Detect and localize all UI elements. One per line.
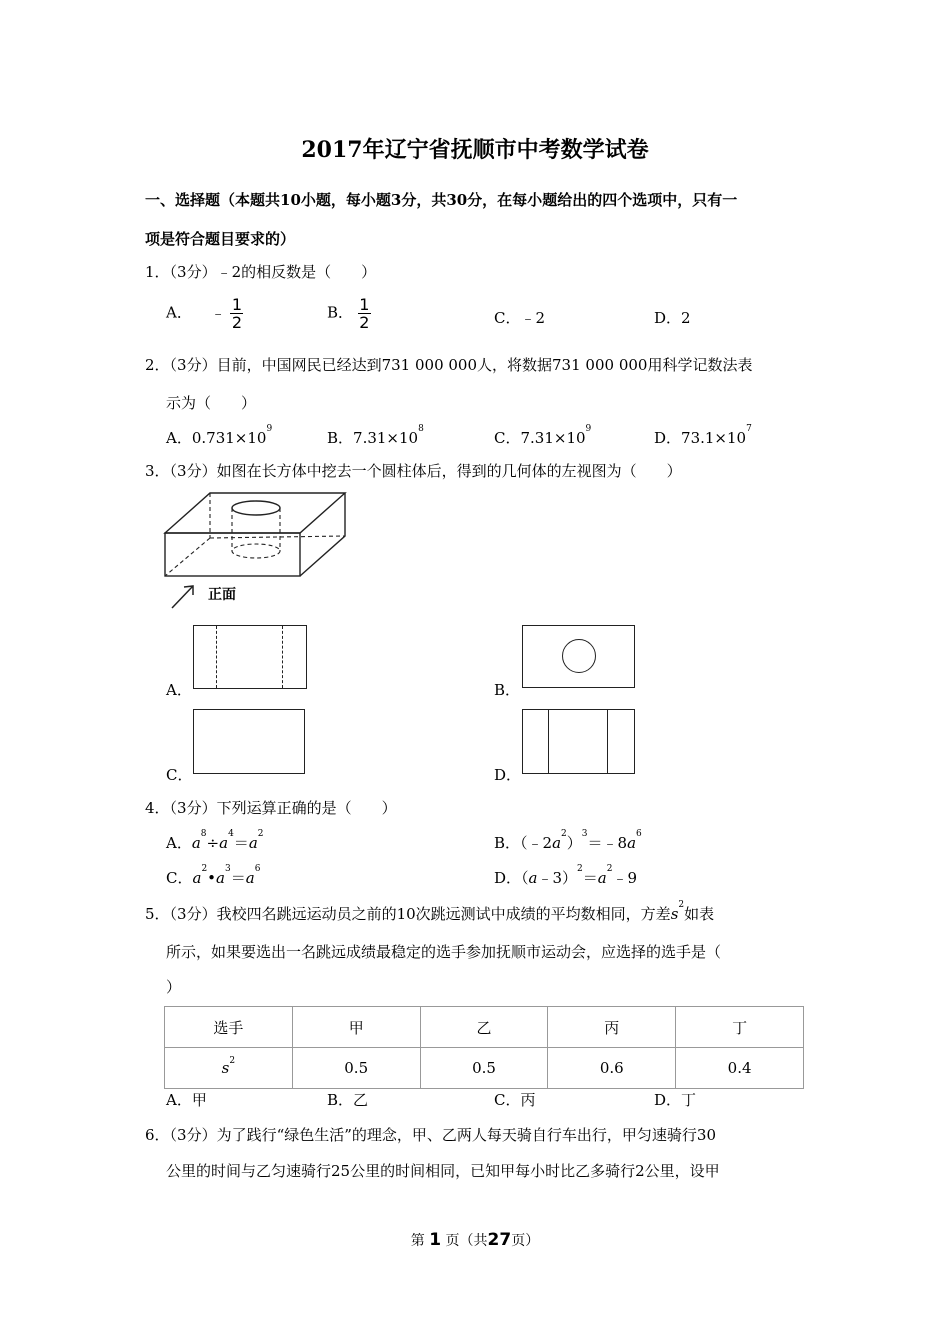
q3-option-c-label: C． (166, 766, 193, 784)
q2-stem-line2: 示为（ ） (166, 394, 257, 412)
total-pages: 27 (487, 1230, 512, 1250)
op: • (207, 869, 217, 887)
numerator: 1 (359, 295, 370, 314)
q4-option-b (494, 829, 642, 853)
op: ＝ (233, 834, 249, 852)
op: ÷ (206, 834, 220, 852)
q2-option-a (166, 424, 273, 448)
exp: 2 (577, 864, 583, 874)
text: ﹣3） (537, 869, 578, 887)
q1-option-b (327, 296, 371, 331)
hidden-edge-diagonal (165, 538, 210, 576)
q6-stem-line2: 公里的时间与乙匀速骑行25公里的时间相同，已知甲每小时比乙多骑行2公里，设甲 (166, 1162, 720, 1180)
dashed-line (282, 626, 283, 688)
q3-option-d-figure (522, 709, 635, 774)
table-header-cell: 乙 (420, 1007, 548, 1048)
q1-stem: 1．（3分）﹣2的相反数是（ ） (145, 263, 377, 281)
cylinder-bottom-hidden (232, 544, 280, 558)
q4-option-d (494, 864, 638, 888)
exp: 2 (229, 1056, 236, 1066)
q2-option-c (494, 424, 592, 448)
q3-option-b-label: B． (494, 681, 521, 699)
text: ） (566, 834, 582, 852)
q3-option-a-label: A． (166, 681, 192, 699)
table-header-row (165, 1007, 804, 1048)
numerator: 1 (231, 295, 243, 314)
var: a (192, 869, 202, 887)
cuboid-with-cylinder-figure (160, 488, 360, 613)
text: （ (521, 869, 529, 887)
exp: 2 (678, 900, 685, 910)
exp: 2 (257, 829, 264, 839)
exp: 2 (606, 864, 613, 874)
q4-option-a (166, 829, 264, 853)
var: a (219, 834, 229, 852)
section-heading-line2: 项是符合题目要求的） (145, 230, 296, 248)
table-header-cell: 选手 (165, 1007, 293, 1048)
q4-option-c (166, 864, 261, 888)
table-cell: 0.5 (420, 1048, 548, 1089)
footer-text: 第 (410, 1233, 425, 1249)
var: a (528, 869, 538, 887)
dashed-line (216, 626, 217, 688)
q2-stem-line1: 2．（3分）目前，中国网民已经达到731 000 000人，将数据731 000 000用科学记数法表 (145, 356, 753, 374)
q2-option-d (654, 424, 752, 448)
var: s (670, 905, 679, 923)
exp: 2 (561, 829, 567, 839)
var: a (191, 834, 201, 852)
var: a (597, 869, 607, 887)
q1-option-b-fraction (358, 296, 371, 331)
q5-option-a: A．甲 (166, 1091, 207, 1109)
text: 如表 (684, 905, 715, 923)
var: a (245, 869, 255, 887)
q6-stem-line1: 6．（3分）为了践行“绿色生活”的理念，甲、乙两人每天骑自行车出行，甲匀速骑行30 (145, 1126, 717, 1144)
circle-shape (562, 639, 596, 673)
solid-line (548, 710, 549, 773)
op: ＝ (582, 869, 598, 887)
text: ﹣9 (612, 869, 638, 887)
q5-option-b: B．乙 (327, 1091, 369, 1109)
q1-option-c: C．﹣2 (494, 309, 546, 327)
op: ＝ (230, 869, 246, 887)
q1-option-a (166, 296, 243, 331)
exponent: 9 (266, 424, 273, 434)
q2-option-a-text: A．0.731×10 (166, 429, 267, 447)
exponent: 7 (746, 424, 752, 434)
text: 5．（3分）我校四名跳远运动员之前的10次跳远测试中成绩的平均数相同，方差 (145, 905, 671, 923)
cylinder-top-ellipse (232, 501, 280, 515)
table-row (165, 1048, 804, 1089)
table-header-cell: 丁 (676, 1007, 804, 1048)
var: a (627, 834, 637, 852)
solid-line (607, 710, 608, 773)
q3-option-a-figure (193, 625, 307, 689)
label: B． (494, 834, 521, 852)
label: A． (166, 834, 192, 852)
q3-option-b-figure (522, 625, 635, 688)
table-cell: 0.4 (676, 1048, 804, 1089)
label: D． (494, 869, 522, 887)
var: s (221, 1059, 230, 1077)
q2-option-d-text: D．73.1×10 (654, 429, 747, 447)
var: a (216, 869, 225, 887)
exponent: 9 (585, 424, 592, 434)
q1-option-a-sign: ﹣ (210, 303, 226, 322)
exp: 3 (581, 829, 588, 839)
var: a (552, 834, 562, 852)
page-number: 1 (429, 1230, 442, 1250)
var: a (248, 834, 258, 852)
front-label: 正面 (208, 587, 236, 603)
q5-option-c: C．丙 (494, 1091, 536, 1109)
q1-option-b-label: B． (327, 303, 354, 322)
hidden-edge-back (210, 536, 345, 538)
table-header-cell: 丙 (548, 1007, 676, 1048)
q5-option-d: D．丁 (654, 1091, 697, 1109)
footer-text: 页（共 (445, 1233, 488, 1249)
variance-table (164, 1006, 804, 1089)
label: C． (166, 869, 193, 887)
exp: 3 (224, 864, 231, 874)
exp: 4 (228, 829, 234, 839)
q1-option-a-label: A． (166, 303, 192, 322)
section-heading-line1: 一、选择题（本题共10小题，每小题3分，共30分，在每小题给出的四个选项中，只有一 (145, 191, 738, 209)
q4-stem: 4．（3分）下列运算正确的是（ ） (145, 799, 397, 817)
table-header-cell: 甲 (292, 1007, 420, 1048)
text: ＝﹣8 (587, 834, 628, 852)
denominator: 2 (231, 313, 243, 332)
q2-option-b (327, 424, 424, 448)
q5-stem-line1 (145, 900, 715, 924)
exp: 6 (636, 829, 642, 839)
denominator: 2 (359, 313, 370, 332)
exp: 2 (201, 864, 208, 874)
text: （﹣2 (520, 834, 553, 852)
footer-text: 页） (511, 1233, 540, 1249)
cuboid-top-face (165, 493, 345, 533)
page-footer (0, 1230, 950, 1250)
q2-option-b-text: B．7.31×10 (327, 429, 419, 447)
table-row-label (165, 1048, 293, 1089)
exponent: 8 (418, 424, 424, 434)
front-arrow-shaft (172, 586, 193, 608)
cuboid-right-edges (300, 493, 345, 576)
exp: 6 (254, 864, 261, 874)
exam-title: 2017年辽宁省抚顺市中考数学试卷 (301, 137, 649, 163)
q3-stem: 3．（3分）如图在长方体中挖去一个圆柱体后，得到的几何体的左视图为（ ） (145, 462, 682, 480)
q1-option-a-fraction (230, 296, 243, 331)
q3-option-c-figure (193, 709, 305, 774)
table-cell: 0.5 (292, 1048, 420, 1089)
q3-option-d-label: D． (494, 766, 522, 784)
table-cell: 0.6 (548, 1048, 676, 1089)
q5-stem-line2: 所示，如果要选出一名跳远成绩最稳定的选手参加抚顺市运动会，应选择的选手是（ (166, 943, 722, 961)
exp: 8 (200, 829, 207, 839)
q5-stem-line3: ） (166, 978, 182, 996)
q1-option-d: D．2 (654, 309, 691, 327)
q2-option-c-text: C．7.31×10 (494, 429, 586, 447)
